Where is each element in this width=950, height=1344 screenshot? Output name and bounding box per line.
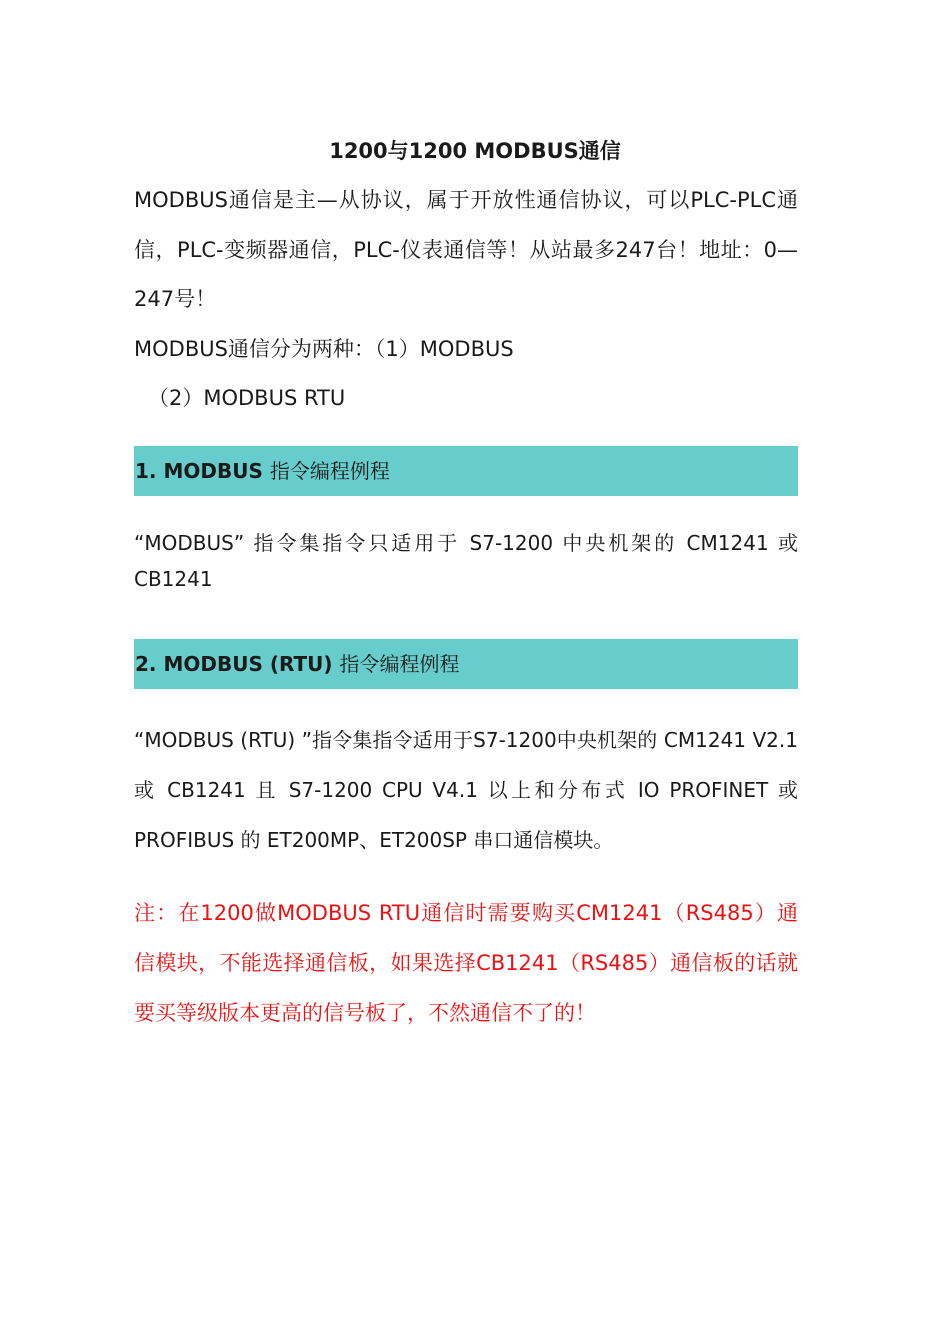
section-body-modbus: “MODBUS” 指令集指令只适用于 S7-1200 中央机架的 CM1241 或 CB1241 xyxy=(134,531,798,591)
section-body-modbus-rtu: “MODBUS (RTU) ”指令集指令适用于S7-1200中央机架的 CM1241 V2.1 或 CB1241 且 S7-1200 CPU V4.1 以上和分布式 IO PROFINET 或 PROFIBUS 的 ET200MP、ET200SP 串口通信模块。 xyxy=(134,728,798,852)
document-title: 1200与1200 MODBUS通信 xyxy=(329,139,621,163)
intro-paragraph: MODBUS通信是主—从协议，属于开放性通信协议，可以PLC-PLC通信，PLC-变频器通信，PLC-仪表通信等！从站最多247台！地址：0—247号！ xyxy=(134,188,798,311)
intro-types-line: MODBUS通信分为两种：（1）MODBUS xyxy=(134,336,514,361)
section-heading-modbus-rtu xyxy=(134,639,798,689)
section-heading-text: 指令编程例程 xyxy=(269,459,390,483)
warning-note: 注：在1200做MODBUS RTU通信时需要购买CM1241（RS485）通信模块，不能选择通信板，如果选择CB1241（RS485）通信板的话就要买等级版本更高的信号板了，不然通信不了的！ xyxy=(134,901,798,1025)
section-heading-prefix: 2. MODBUS (RTU) xyxy=(135,652,340,676)
section-heading-text: 指令编程例程 xyxy=(339,652,460,676)
section-heading-prefix: 1. MODBUS xyxy=(135,459,270,483)
section-heading-modbus xyxy=(134,446,798,496)
intro-rtu-line: （2）MODBUS RTU xyxy=(148,386,346,410)
intro-block xyxy=(134,176,798,424)
